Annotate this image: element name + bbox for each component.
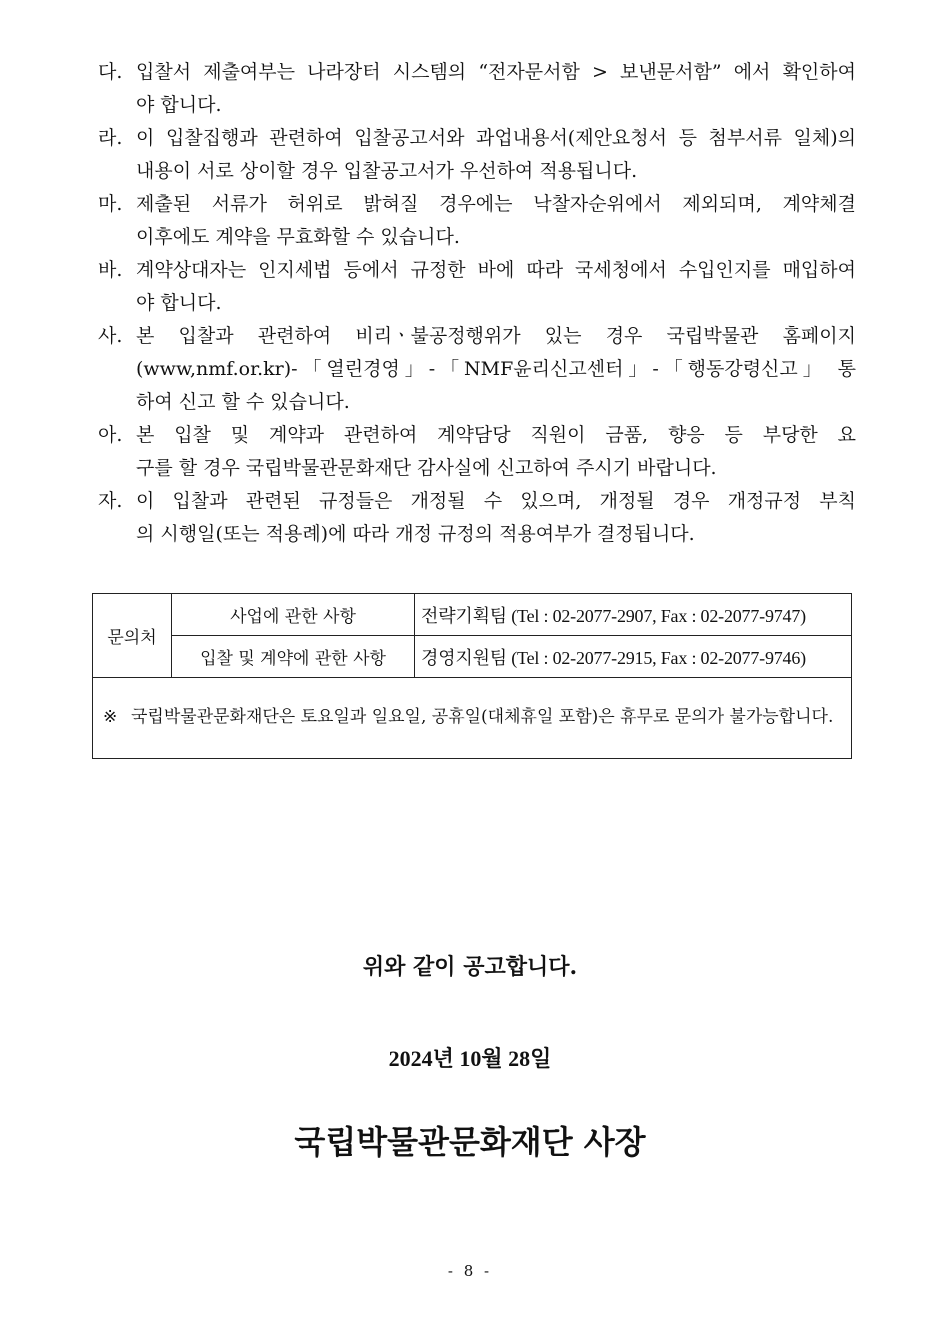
contact-subject: 입찰 및 계약에 관한 사항: [172, 636, 415, 678]
notice-items-list: [98, 56, 856, 551]
list-item: [98, 320, 856, 419]
item-text: 야 합니다.: [136, 94, 222, 116]
issuer-title: 국립박물관문화재단 사장: [294, 1123, 646, 1161]
contact-info: 경영지원팀 (Tel : 02-2077-2915, Fax : 02-2077-9746): [415, 636, 852, 678]
item-marker: 마.: [98, 193, 123, 215]
item-text: 야 합니다.: [136, 292, 222, 314]
list-item: [98, 188, 856, 254]
list-item: [98, 254, 856, 320]
item-text: 구를 할 경우 국립박물관문화재단 감사실에 신고하여 주시기 바랍니다.: [136, 457, 717, 479]
item-marker: 라.: [98, 127, 123, 149]
item-text: 이 입찰집행과 관련하여 입찰공고서와 과업내용서(제안요청서 등 첨부서류 일체)의: [136, 127, 856, 149]
list-item: [98, 485, 856, 551]
contact-note-cell: [93, 678, 852, 759]
contact-category: 문의처: [93, 594, 172, 678]
page-number: - 8 -: [447, 1262, 493, 1280]
list-item: [98, 56, 856, 122]
item-text: 하여 신고 할 수 있습니다.: [136, 391, 350, 413]
item-marker: 아.: [98, 424, 123, 446]
contact-subject: 사업에 관한 사항: [172, 594, 415, 636]
note-mark: ※: [103, 707, 118, 727]
item-marker: 사.: [98, 325, 123, 347]
item-text: 이 입찰과 관련된 규정들은 개정될 수 있으며, 개정될 경우 개정규정 부칙: [136, 490, 856, 512]
item-text: 계약상대자는 인지세법 등에서 규정한 바에 따라 국세청에서 수입인지를 매입하여: [136, 259, 856, 281]
item-text: 제출된 서류가 허위로 밝혀질 경우에는 낙찰자순위에서 제외되며, 계약체결: [136, 193, 856, 215]
item-text: (www,nmf.or.kr)-「열린경영」-「NMF윤리신고센터」-「행동강령신고」 통: [136, 358, 856, 380]
item-text: 입찰서 제출여부는 나라장터 시스템의 “전자문서함 > 보낸문서함” 에서 확인하여: [136, 61, 856, 83]
list-item: [98, 419, 856, 485]
table-row: [93, 636, 852, 678]
item-marker: 자.: [98, 490, 123, 512]
contact-note: 국립박물관문화재단은 토요일과 일요일, 공휴일(대체휴일 포함)은 휴무로 문의가 불가능합니다.: [131, 707, 834, 727]
list-item: [98, 122, 856, 188]
closing-statement: 위와 같이 공고합니다.: [362, 954, 578, 980]
item-marker: 다.: [98, 61, 123, 83]
item-text: 본 입찰 및 계약과 관련하여 계약담당 직원이 금품, 향응 등 부당한 요: [136, 424, 856, 446]
table-row: [93, 678, 852, 759]
contact-table: [92, 593, 852, 759]
item-text: 본 입찰과 관련하여 비리ㆍ불공정행위가 있는 경우 국립박물관 홈페이지: [136, 325, 856, 347]
item-text: 의 시행일(또는 적용례)에 따라 개정 규정의 적용여부가 결정됩니다.: [136, 523, 695, 545]
item-text: 내용이 서로 상이할 경우 입찰공고서가 우선하여 적용됩니다.: [136, 160, 638, 182]
item-marker: 바.: [98, 259, 123, 281]
item-text: 이후에도 계약을 무효화할 수 있습니다.: [136, 226, 460, 248]
table-row: [93, 594, 852, 636]
announcement-date: 2024년 10월 28일: [388, 1046, 552, 1071]
contact-info: 전략기획팀 (Tel : 02-2077-2907, Fax : 02-2077-9747): [415, 594, 852, 636]
